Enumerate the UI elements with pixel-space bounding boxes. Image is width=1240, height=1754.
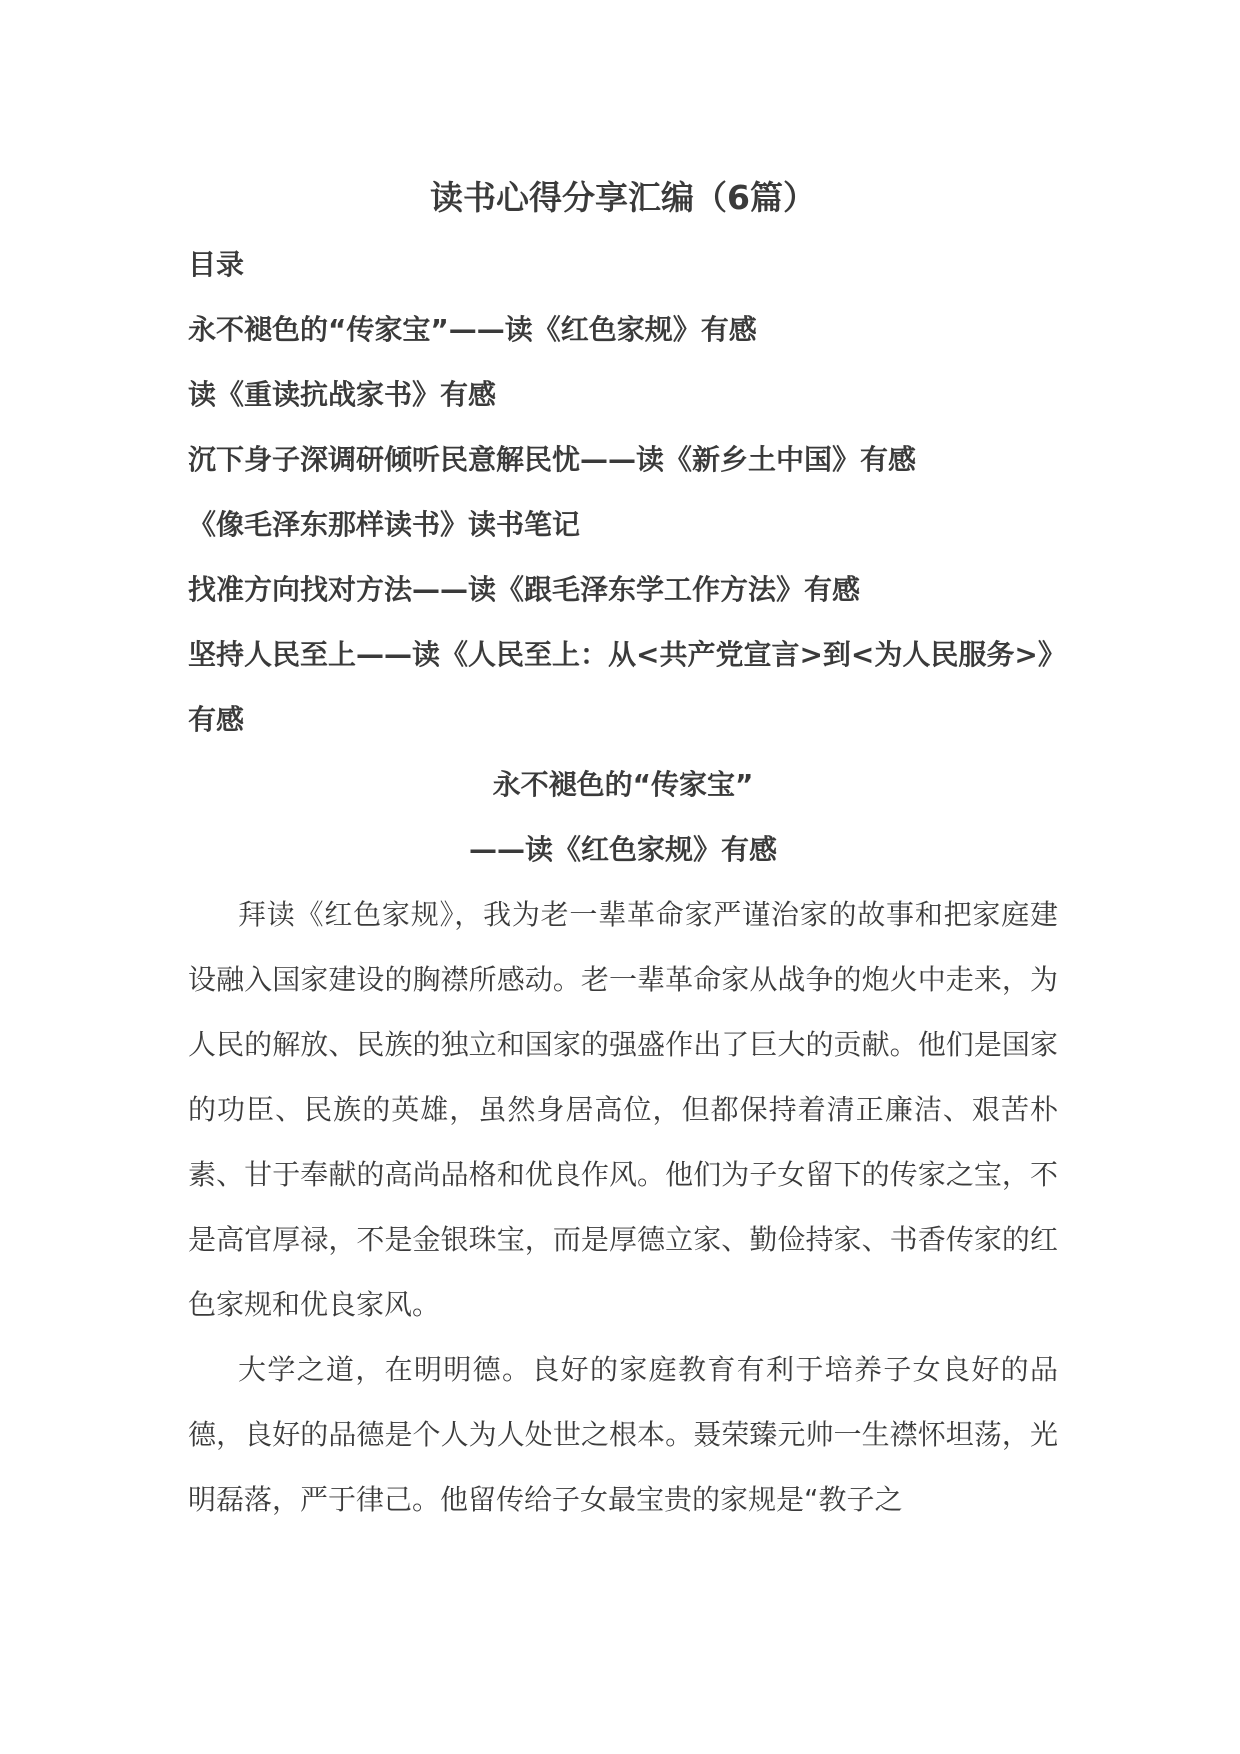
article-paragraph-2: 大学之道，在明明德。良好的家庭教育有利于培养子女良好的品德，良好的品德是个人为人处世之根本。聂荣臻元帅一生襟怀坦荡，光明磊落，严于律己。他留传给子女最宝贵的家规是“教子之 [188, 1353, 1058, 1516]
toc-item-6: 坚持人民至上——读《人民至上：从<共产党宣言>到<为人民服务>》有感 [188, 638, 1052, 736]
toc-item-4: 《像毛泽东那样读书》读书笔记 [188, 508, 581, 541]
document-page [188, 170, 1058, 1532]
article-paragraph-1: 拜读《红色家规》，我为老一辈革命家严谨治家的故事和把家庭建设融入国家建设的胸襟所感动。老一辈革命家从战争的炮火中走来，为人民的解放、民族的独立和国家的强盛作出了巨大的贡献。他们是国家的功臣、民族的英雄，虽然身居高位，但都保持着清正廉洁、艰苦朴素、甘于奉献的高尚品格和优良作风。他们为子女留下的传家之宝，不是高官厚禄，不是金银珠宝，而是厚德立家、勤俭持家、书香传家的红色家规和优良家风。 [188, 898, 1058, 1321]
toc-item-2: 读《重读抗战家书》有感 [188, 378, 497, 411]
toc-item-3: 沉下身子深调研倾听民意解民忧——读《新乡土中国》有感 [188, 443, 917, 476]
article-title: 永不褪色的“传家宝” [492, 768, 754, 801]
article-subtitle: ——读《红色家规》有感 [468, 833, 777, 866]
toc-item-5: 找准方向找对方法——读《跟毛泽东学工作方法》有感 [188, 573, 861, 606]
toc-item-1: 永不褪色的“传家宝”——读《红色家规》有感 [188, 313, 757, 346]
document-title: 读书心得分享汇编（6篇） [430, 178, 816, 217]
toc-heading: 目录 [188, 248, 245, 281]
